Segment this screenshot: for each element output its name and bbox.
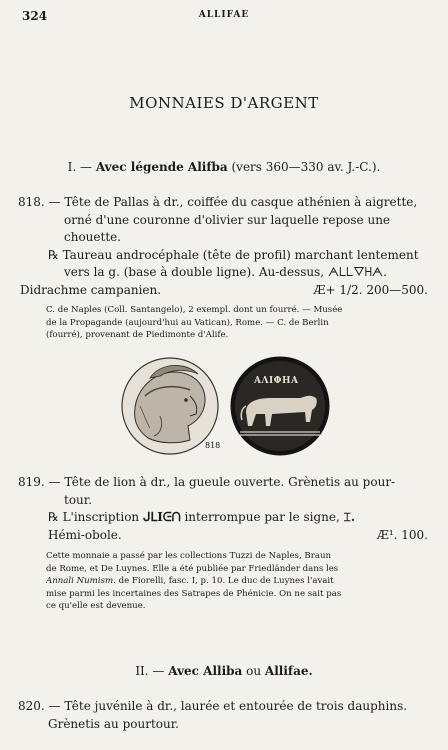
entry-819-denomination: Hémi-obole. — [48, 527, 122, 542]
section-1-num: I. — — [67, 160, 96, 174]
entry-818-value: Æ+ 1/2. 200—500. — [313, 282, 428, 297]
entry-819-line-3c: interrompue par le signe, — [180, 510, 344, 524]
entry-819-note-4: mise parmi les incertaines des Satrapes de Phénicie. On ne sait pas — [46, 588, 342, 599]
entry-818-line-1: — Tête de Pallas à dr., coiffée du casque athénien à aigrette, — [48, 195, 418, 209]
page-number: 324 — [22, 9, 48, 23]
section-1-rest: (vers 360—330 av. J.-C.). — [227, 160, 381, 174]
entry-818-line-2: orné d'une couronne d'olivier sur laquelle repose une — [64, 212, 391, 227]
coin-legend: ΑΛΙΦΗΑ — [254, 376, 299, 386]
section-1-title: Avec légende Alifba — [95, 160, 228, 174]
entry-818-denomination: Didrachme campanien. — [20, 282, 162, 297]
section-2-num: II. — — [135, 664, 169, 678]
section-2-title-1: Avec Alliba — [168, 664, 243, 678]
entry-820-line-1: — Tête juvénile à dr., laurée et entourée de trois dauphins. — [48, 699, 408, 713]
section-2-title-2: Allifae. — [264, 664, 313, 678]
coin-reverse-bull — [0, 356, 448, 456]
entry-818-number: 818. — [18, 195, 45, 209]
entry-818-line-4: ℞ Taureau androcéphale (tête de profil) marchant lentement — [48, 247, 419, 262]
entry-819-note-3: de Fiorelli, fasc. I, p. 10. Le duc de Luynes l'avait — [115, 576, 334, 586]
entry-819-notes — [46, 550, 426, 613]
entry-819-line-3a: ℞ L'inscription — [48, 510, 143, 524]
entry-819-note-2: de Rome, et De Luynes. Elle a été publiée par Friedländer dans les — [46, 563, 339, 574]
entry-819 — [18, 474, 428, 544]
section-2-or: ou — [242, 664, 265, 678]
entry-818-note-1: C. de Naples (Coll. Santangelo), 2 exempl. dont un fourré. — Musée — [46, 305, 343, 315]
entry-819-line-2: tour. — [64, 492, 93, 507]
entry-819-inscription: ᒍᒪIᕮᑎ — [142, 510, 181, 524]
entry-820-line-2: Grènetis au pourtour. — [48, 716, 179, 731]
entry-819-note-1: Cette monnaie a passé par les collections Tuzzi de Naples, Braun — [46, 551, 332, 561]
entry-820-number: 820. — [18, 699, 45, 713]
section-heading-1 — [0, 160, 448, 174]
entry-818-note-3: (fourré), provenant de Piedimonte d'Alife. — [46, 330, 229, 340]
entry-819-note-5: ce qu'elle est devenue. — [46, 601, 146, 611]
entry-819-line-1: — Tête de lion à dr., la gueule ouverte. Grènetis au pour- — [48, 475, 396, 489]
running-head: ALLIFAE — [198, 10, 250, 20]
entry-818-notes — [46, 304, 426, 342]
page-heading: MONNAIES D'ARGENT — [129, 94, 319, 112]
section-heading-2 — [0, 664, 448, 678]
entry-820 — [18, 698, 428, 733]
entry-819-note-journal: Annali Numism. — [46, 576, 116, 586]
entry-818-line-3: chouette. — [64, 230, 122, 244]
coin-figure-number: 818 — [205, 441, 221, 450]
entry-818 — [18, 194, 428, 299]
entry-819-sign: ⌶. — [343, 510, 356, 524]
entry-819-number: 819. — [18, 475, 45, 489]
entry-819-value: Æ¹. 100. — [376, 527, 428, 542]
entry-818-line-5: vers la g. (base à double ligne). Au-dessus, ᗅᒪᒪᐁᕼᗅ. — [64, 265, 387, 279]
entry-818-note-2: de la Propagande (aujourd'hui au Vatican), Rome. — C. de Berlin — [46, 317, 329, 328]
